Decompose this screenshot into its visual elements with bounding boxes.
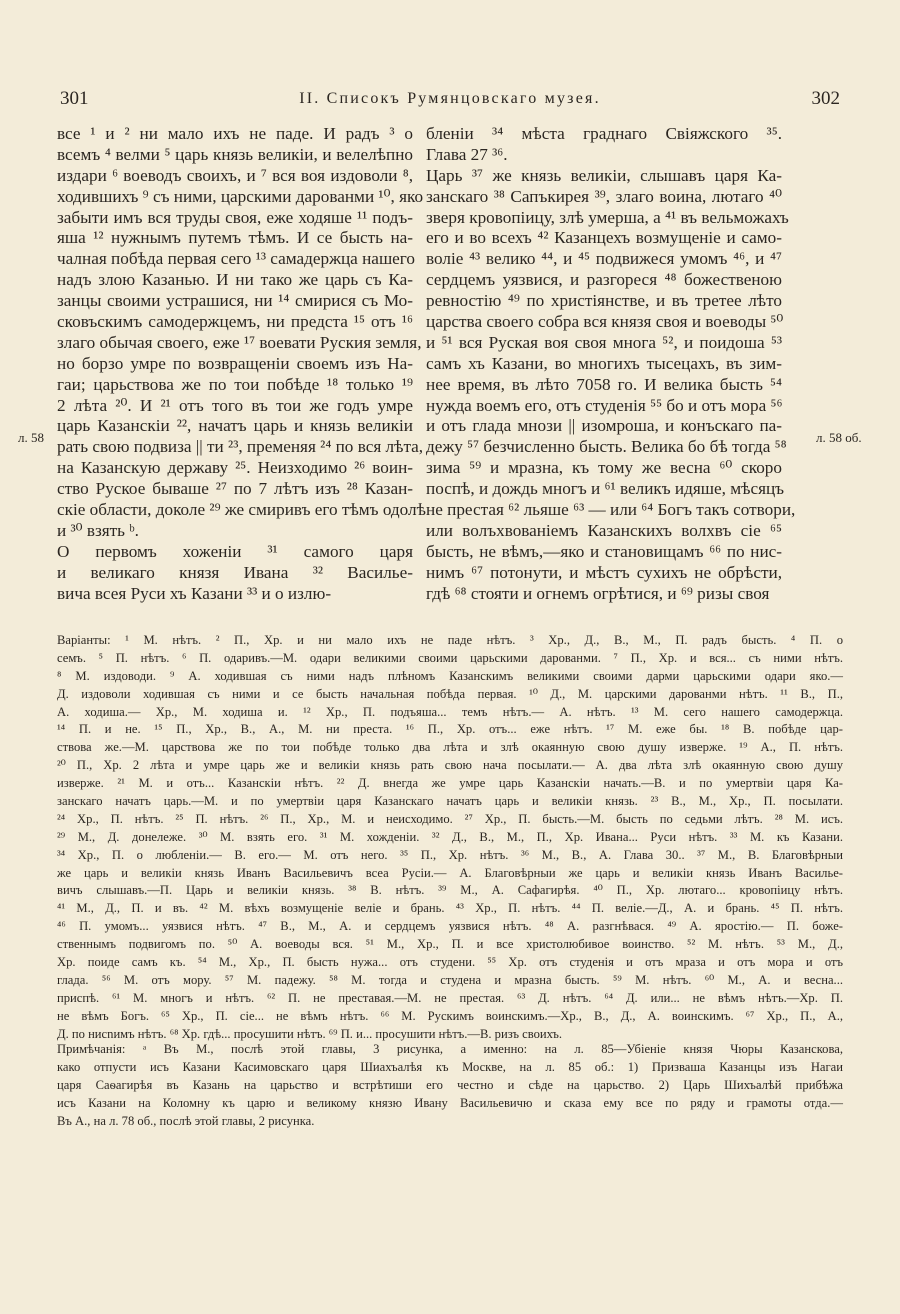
note-line: Въ А., на л. 78 об., послѣ этой главы, 2 рисунка. — [57, 1113, 315, 1128]
running-title: II. Списокъ Румянцовскаго музея. — [299, 90, 601, 107]
text-line: ревностiю ⁴⁹ по христiянстве, и въ третее лѣто — [426, 291, 782, 311]
margin-note-left: л. 58 — [18, 430, 44, 445]
margin-note-right: л. 58 об. — [816, 430, 862, 445]
variant-line: ²⁴ Хр., П. нѣтъ. ²⁵ П. нѣтъ. ²⁶ П., Хр., М. и неисходимо. ²⁷ Хр., П. бысть.—М. бысть по седьми лѣтъ. ²⁸ М. исъ. — [57, 811, 843, 826]
text-line: ство Руское бываше ²⁷ по 7 лѣтъ изъ ²⁸ Казан- — [57, 479, 413, 499]
text-line: гаи; царьствова же по тои побѣде ¹⁸ только ¹⁹ — [57, 374, 413, 394]
text-line: воліе ⁴³ велико ⁴⁴, и ⁴⁵ подвижеся умомъ ⁴⁶, и ⁴⁷ — [426, 249, 782, 269]
variant-line: семъ. ⁵ П. нѣтъ. ⁶ П. одаривъ.—М. одари великими своими царьскими дарованми. ⁷ П., Хр. и вся... съ ними нѣтъ. — [57, 650, 843, 665]
left-text-column — [57, 124, 426, 604]
page-number-left: 301 — [60, 88, 89, 109]
editorial-notes — [57, 1041, 843, 1130]
note-line: царя Саѳагирѣя въ Казань на царьство и встрѣтиши его честно и сѣде на царьство. 2) Царь Шихъалѣй прибѣжа — [57, 1077, 843, 1092]
variant-line: глада. ⁵⁶ М. отъ мору. ⁵⁷ М. падежу. ⁵⁸ М. тогда и студена и мразна бысть. ⁵⁹ М. нѣтъ. ⁶⁰ М., А. и весна... — [57, 972, 843, 987]
variant-line: ствова же.—М. царствова же по тои побѣде только два лѣта и злѣ окаянную свою душу изверже. ¹⁹ А., П. нѣтъ. — [57, 740, 843, 755]
text-line: надъ злою Казанью. И ни тако же царь съ Ка- — [57, 270, 413, 290]
variant-line: ственнымъ подвигомъ по. ⁵⁰ А. воеводы вся. ⁵¹ М., Хр., П. и все христолюбивое воинство. ⁵² М. нѣтъ. ⁵³ М., Д., — [57, 937, 843, 952]
variant-line: Д. по нисnимъ нѣтъ. ⁶⁸ Хр. гдѣ... просушити нѣтъ. ⁶⁹ П. и... просушити нѣтъ.—В. ризъ своихъ. — [57, 1026, 563, 1041]
variant-line: ²⁹ М., Д. донележе. ³⁰ М. взять его. ³¹ М. хожденiи. ³² Д., В., М., П., Хр. Ивана... Руси нѣтъ. ³³ М. къ Казани. — [57, 829, 843, 844]
text-line: и отъ глада мнози || изомроша, и конъскаго па- — [426, 416, 782, 436]
text-line: гдѣ ⁶⁸ стояти и огнемъ огрѣтися, и ⁶⁹ ризы своя — [426, 583, 770, 603]
page-number-right: 302 — [811, 88, 840, 109]
variant-line: ⁴¹ М., Д., П. и въ. ⁴² М. вѣхъ возмущенiе велiе и брань. ⁴³ Хр., П. нѣтъ. ⁴⁴ П. велiе.—Д., А. и брань. ⁴⁵ П. нѣтъ. — [57, 901, 843, 916]
text-line: поспѣ, и дождь многъ и ⁶¹ великъ идяше, мѣсяцъ — [426, 479, 785, 499]
text-line: злаго обычая своего, еже ¹⁷ воевати Руския земля, — [57, 332, 422, 352]
text-line: царства своего собра вся князя своя и воеводы ⁵⁰ — [426, 312, 784, 332]
variant-line: ¹⁴ П. и не. ¹⁵ П., Хр., В., А., М. ни преста. ¹⁶ П., Хр. отъ... еже нѣтъ. ¹⁷ М. еже бы. ¹⁸ В. побѣде цар- — [57, 722, 843, 737]
note-line: како отпусти исъ Казани Касимовскаго царя Шиахъалѣя къ Москве, на л. 85 об.: 1) Призваша Казанцы изъ Нагаи — [57, 1059, 843, 1074]
text-line: его и во всехъ ⁴² Казанцехъ возмущенiе и само- — [426, 228, 782, 248]
note-line: исъ Казани на Коломну къ царю и великому князю Ивану Васильевичю и сказа ему все по ряду и грамоты отда.— — [57, 1095, 843, 1110]
variants-apparatus — [57, 632, 843, 1043]
variant-line: не вѣмъ Богъ. ⁶⁵ Хр., П. сiе... не вѣмъ нѣтъ. ⁶⁶ М. Рускимъ воинскимъ.—Хр., В., Д., А. воинскимъ. ⁶⁷ Хр., П., А., — [57, 1008, 843, 1023]
variant-line: Д. издоволи ходившая съ ними и се бысть начальная побѣда первая. ¹⁰ Д., М. царскими дарованми нѣтъ. ¹¹ В., П., — [57, 686, 843, 701]
note-line: Примѣчанiя: ᵃ Въ М., послѣ этой главы, 3 рисунка, а именно: на л. 85—Убiенiе князя Чюры Казанскова, — [57, 1042, 843, 1056]
text-line: все ¹ и ² ни мало ихъ не паде. И радъ ³ о — [57, 124, 413, 143]
variant-line: изверже. ²¹ М. и отъ... Казанскiи нѣтъ. ²² Д. внегда же умре царь Казанскiи начать.—В. и по умертвiи царя Ка- — [57, 776, 843, 791]
text-line: и ⁵¹ вся Руская воя своя многа ⁵², и поидоша ⁵³ — [426, 332, 782, 352]
text-line: не престая ⁶² льяше ⁶³ — или ⁶⁴ Богъ такъ сотвори, — [426, 500, 796, 520]
variant-line: Варіанты: ¹ М. нѣтъ. ² П., Хр. и ни мало ихъ не паде нѣтъ. ³ Хр., Д., В., М., П. радъ бысть. ⁴ П. о — [57, 633, 843, 647]
text-line: всемъ ⁴ велми ⁵ царь князь великiи, и велелѣпно — [57, 144, 413, 164]
text-line: нимъ ⁶⁷ потонути, и мѣстъ сухихъ не обрѣсти, — [426, 562, 782, 582]
variant-line: приспѣ. ⁶¹ М. многъ и нѣтъ. ⁶² П. не преставая.—М. не престая. ⁶³ Д. нѣтъ. ⁶⁴ Д. или... не вѣмъ нѣтъ.—Хр. П. — [57, 990, 843, 1005]
text-line: вича всея Руси хъ Казани ³³ и o излю- — [57, 583, 332, 603]
text-line: яша ¹² нужнымъ путемъ тѣмъ. И се бысть на- — [57, 228, 413, 248]
text-line: Царь ³⁷ же князь великiи, слышавъ царя Ка- — [426, 165, 782, 185]
text-line: но борзо умре по возвращенiи своемъ изъ На- — [57, 353, 413, 373]
text-line: ходившихъ ⁹ съ ними, царскими дарованми ¹⁰, яко — [57, 186, 424, 206]
variant-line: занскаго начатъ царь.—М. и по умертвiи царя Казанскаго начатъ царь и великiи князь. ²³ В., М., Хр., П. посылати. — [57, 794, 843, 809]
text-line: сердцемъ уязвися, и разгореся ⁴⁸ божественою — [426, 270, 782, 290]
text-line: дежу ⁵⁷ безчисленно бысть. Велика бо бѣ тогда ⁵⁸ — [426, 437, 787, 457]
text-line: нее время, въ лѣто 7058 го. И велика бысть ⁵⁴ — [426, 374, 782, 394]
text-line: Глава 27 ³⁶. — [426, 144, 508, 164]
page-header — [60, 88, 840, 112]
text-line: и ³⁰ взять ᵇ. — [57, 520, 139, 540]
text-line: зима ⁵⁹ и мразна, къ тому же весна ⁶⁰ скоро — [426, 458, 782, 478]
variant-line: же царь и великiи князь Иванъ Васильевичъ всеа Русiи.— А. Благовѣрныи же царь и великiи князь Иванъ Василье- — [57, 865, 843, 880]
text-line: или волъхвованiемъ Казанскихъ волхвъ сiе ⁶⁵ — [426, 520, 782, 540]
text-line: О первомъ хожeнiи ³¹ самого царя — [57, 541, 413, 561]
right-text-column — [426, 124, 796, 604]
variant-line: Хр. поиде самъ къ. ⁵⁴ М., Хр., П. бысть нужа... отъ студени. ⁵⁵ Хр. отъ студенiя и отъ мраза и отъ мора и отъ — [57, 955, 843, 970]
text-line: сковъскимъ самодержцемъ, ни предста ¹⁵ отъ ¹⁶ — [57, 312, 413, 332]
text-line: 2 лѣта ²⁰. И ²¹ отъ того въ тои же годъ умре — [57, 395, 413, 415]
text-line: чалная побѣда первая сего ¹³ самадержца нашего — [57, 249, 416, 269]
text-line: издари ⁶ воеводъ своихъ, и ⁷ вся воя издоволи ⁸, — [57, 165, 413, 185]
text-line: занскаго ³⁸ Сапъкирея ³⁹, злаго воина, лютаго ⁴⁰ — [426, 186, 782, 206]
variant-line: ²⁰ П., Хр. 2 лѣта и умре царь же и великiи князь рать свою нача посылати.— А. два лѣта злѣ окаянную свою душу — [57, 758, 843, 773]
text-line: скiе области, доколе ²⁹ же смиривъ его тѣмъ одолѣ — [57, 500, 426, 520]
variant-line: ³⁴ Хр., П. о любленiи.— В. его.— М. отъ него. ³⁵ П., Хр. нѣтъ. ³⁶ М., В., А. Глава 30.. ³⁷ М., В. Благовѣрныи — [57, 847, 843, 862]
text-line: нужда воемъ его, отъ студенiя ⁵⁵ бо и отъ мора ⁵⁶ — [426, 395, 783, 415]
variant-line: ⁸ М. издоводи. ⁹ А. ходившая съ ними надъ плѣномъ Казанскимъ великими своими дарми царьскими одари яко.— — [57, 668, 843, 683]
text-line: царь Казанскiи ²², начатъ царь и князь великiи — [57, 416, 413, 436]
text-line: бысть, не вѣмъ,—яко и становищамъ ⁶⁶ по нис- — [426, 541, 782, 561]
text-line: самъ хъ Казани, во многихъ тысецахъ, въ зим- — [426, 353, 782, 373]
text-line: на Казанскую державу ²⁵. Неизходимо ²⁶ воин- — [57, 458, 413, 478]
text-line: бленiи ³⁴ мѣста граднаго Свiяжского ³⁵. — [426, 124, 782, 143]
text-line: занцы своими устрашися, ни ¹⁴ смирися съ Мо- — [57, 291, 413, 311]
variant-line: ⁴⁶ П. умомъ... уязвися нѣтъ. ⁴⁷ В., М., А. и сердцемъ уязвися нѣтъ. ⁴⁸ А. разгнѣвася. ⁴⁹ А. яростiю.— П. боже- — [57, 919, 843, 934]
text-line: и великаго князя Ивана ³² Василье- — [57, 562, 413, 582]
text-line: рать свою подвиза || ти ²³, пременяя ²⁴ по вся лѣта, — [57, 437, 424, 457]
variant-line: А. ходиша.— Хр., М. ходиша и. ¹² Хр., П. подъяша... темъ нѣтъ.— А. нѣтъ. ¹³ М. сего нашего самодержца. — [57, 704, 843, 719]
text-line: забыти имъ вся труды своя, еже ходяше ¹¹ подъ- — [57, 207, 413, 227]
variant-line: вичъ слышавъ.—П. Царь и великiи князь. ³⁸ В. нѣтъ. ³⁹ М., А. Сафагирѣя. ⁴⁰ П., Хр. лютаго... кровопiицу нѣтъ. — [57, 883, 843, 898]
text-line: зверя кровопiицу, злѣ умерша, а ⁴¹ въ вельможахъ — [426, 207, 789, 227]
